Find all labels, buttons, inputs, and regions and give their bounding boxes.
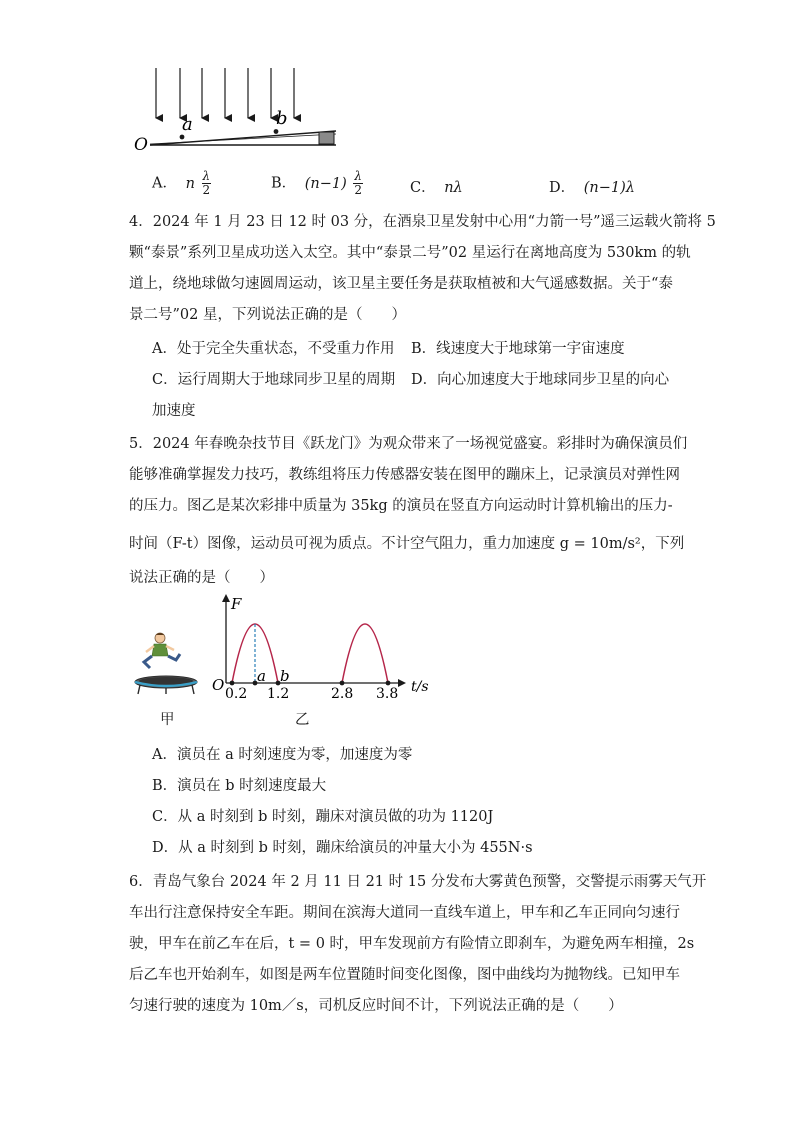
q3-option-a[interactable]: A． n $\frac{\lambda}{2}$ xyxy=(152,169,211,197)
q4-stem-line-1: 4．2024 年 1 月 23 日 12 时 03 分，在酒泉卫星发射中心用“力箭一号”遥三运载火箭将 5 xyxy=(129,214,716,230)
fraction: $\frac{\lambda}{2}$ xyxy=(354,169,363,197)
origin-label: O xyxy=(134,135,148,155)
tick-label: 1.2 xyxy=(267,686,290,702)
q5-option-b[interactable]: B．演员在 b 时刻速度最大 xyxy=(152,778,327,794)
point-a-label: a xyxy=(257,667,266,685)
q6-stem-line-3: 驶，甲车在前乙车在后，t = 0 时，甲车发现前方有险情立即刹车，为避免两车相撞，2s xyxy=(129,936,695,952)
q4-option-d-continued: 加速度 xyxy=(152,403,196,419)
q5-stem-line-4: 时间（F-t）图像，运动员可视为质点。不计空气阻力，重力加速度 g = 10m/s²，下列 xyxy=(129,536,685,552)
q3-wedge-figure xyxy=(128,64,343,158)
tick-label: 2.8 xyxy=(331,686,354,702)
q6-stem-line-2: 车出行注意保持安全车距。期间在滨海大道同一直线车道上，甲车和乙车正同向匀速行 xyxy=(129,905,680,921)
q4-option-a[interactable]: A．处于完全失重状态，不受重力作用 xyxy=(152,341,395,357)
figure-label-yi: 乙 xyxy=(295,712,310,728)
force-pulse-2 xyxy=(342,624,388,683)
tick-dot xyxy=(230,681,235,686)
force-time-graph xyxy=(205,592,435,704)
q6-stem-line-1: 6．青岛气象台 2024 年 2 月 11 日 21 时 15 分发布大雾黄色预警，交警提示雨雾天气开 xyxy=(129,874,707,890)
q4-option-d[interactable]: D．向心加速度大于地球同步卫星的向心 xyxy=(411,372,670,388)
y-axis-label: F xyxy=(231,595,242,613)
q6-stem-line-4: 后乙车也开始刹车，如图是两车位置随时间变化图像，图中曲线均为抛物线。已知甲车 xyxy=(129,967,680,983)
q4-option-c[interactable]: C．运行周期大于地球同步卫星的周期 xyxy=(152,372,396,388)
tick-dot xyxy=(386,681,391,686)
figure-label-jia: 甲 xyxy=(160,712,175,728)
q5-stem-line-3: 的压力。图乙是某次彩排中质量为 35kg 的演员在竖直方向运动时计算机输出的压力- xyxy=(129,498,673,514)
q5-stem-line-2: 能够准确掌握发力技巧，教练组将压力传感器安装在图甲的蹦床上，记录演员对弹性网 xyxy=(129,467,680,483)
q5-stem-line-5: 说法正确的是（ ） xyxy=(129,570,274,586)
q3-option-d[interactable]: D． (n−1)λ xyxy=(549,180,635,196)
point-a-dot xyxy=(180,135,185,140)
q3-option-c[interactable]: C． nλ xyxy=(410,180,463,196)
tick-label: 0.2 xyxy=(225,686,248,702)
point-a-label: a xyxy=(182,114,193,135)
q5-option-a[interactable]: A．演员在 a 时刻速度为零，加速度为零 xyxy=(152,747,413,763)
trampoline-figure xyxy=(130,630,210,700)
point-b-dot xyxy=(274,129,279,134)
q5-option-c[interactable]: C．从 a 时刻到 b 时刻，蹦床对演员做的功为 1120J xyxy=(152,809,494,825)
q4-stem-line-3: 道上，绕地球做匀速圆周运动，该卫星主要任务是获取植被和大气遥感数据。关于“泰 xyxy=(129,276,673,292)
q5-option-d[interactable]: D．从 a 时刻到 b 时刻，蹦床给演员的冲量大小为 455N·s xyxy=(152,840,533,856)
q3-option-b[interactable]: B． (n−1) $\frac{\lambda}{2}$ xyxy=(271,169,363,197)
tick-label: 3.8 xyxy=(376,686,399,702)
q5-stem-line-1: 5．2024 年春晚杂技节目《跃龙门》为观众带来了一场视觉盛宴。彩排时为确保演员们 xyxy=(129,436,688,452)
origin-label: O xyxy=(212,676,225,694)
fraction: $\frac{\lambda}{2}$ xyxy=(202,169,211,197)
x-axis-label: t/s xyxy=(411,679,429,695)
point-b-label: b xyxy=(276,108,288,129)
q4-stem-line-2: 颗“泰景”系列卫星成功送入太空。其中“泰景二号”02 星运行在离地高度为 530km 的轨 xyxy=(129,245,691,261)
wedge-spacer xyxy=(319,132,334,144)
q4-option-b[interactable]: B．线速度大于地球第一宇宙速度 xyxy=(411,341,625,357)
point-b-label: b xyxy=(280,667,290,685)
trampoline-icon xyxy=(135,676,197,694)
acrobat-icon xyxy=(144,633,180,668)
q4-stem-line-4: 景二号”02 星，下列说法正确的是（ ） xyxy=(129,307,406,323)
top-plate-inner xyxy=(150,134,336,144)
tick-dot xyxy=(340,681,345,686)
q6-stem-line-5: 匀速行驶的速度为 10m／s，司机反应时间不计，下列说法正确的是（ ） xyxy=(129,998,623,1014)
